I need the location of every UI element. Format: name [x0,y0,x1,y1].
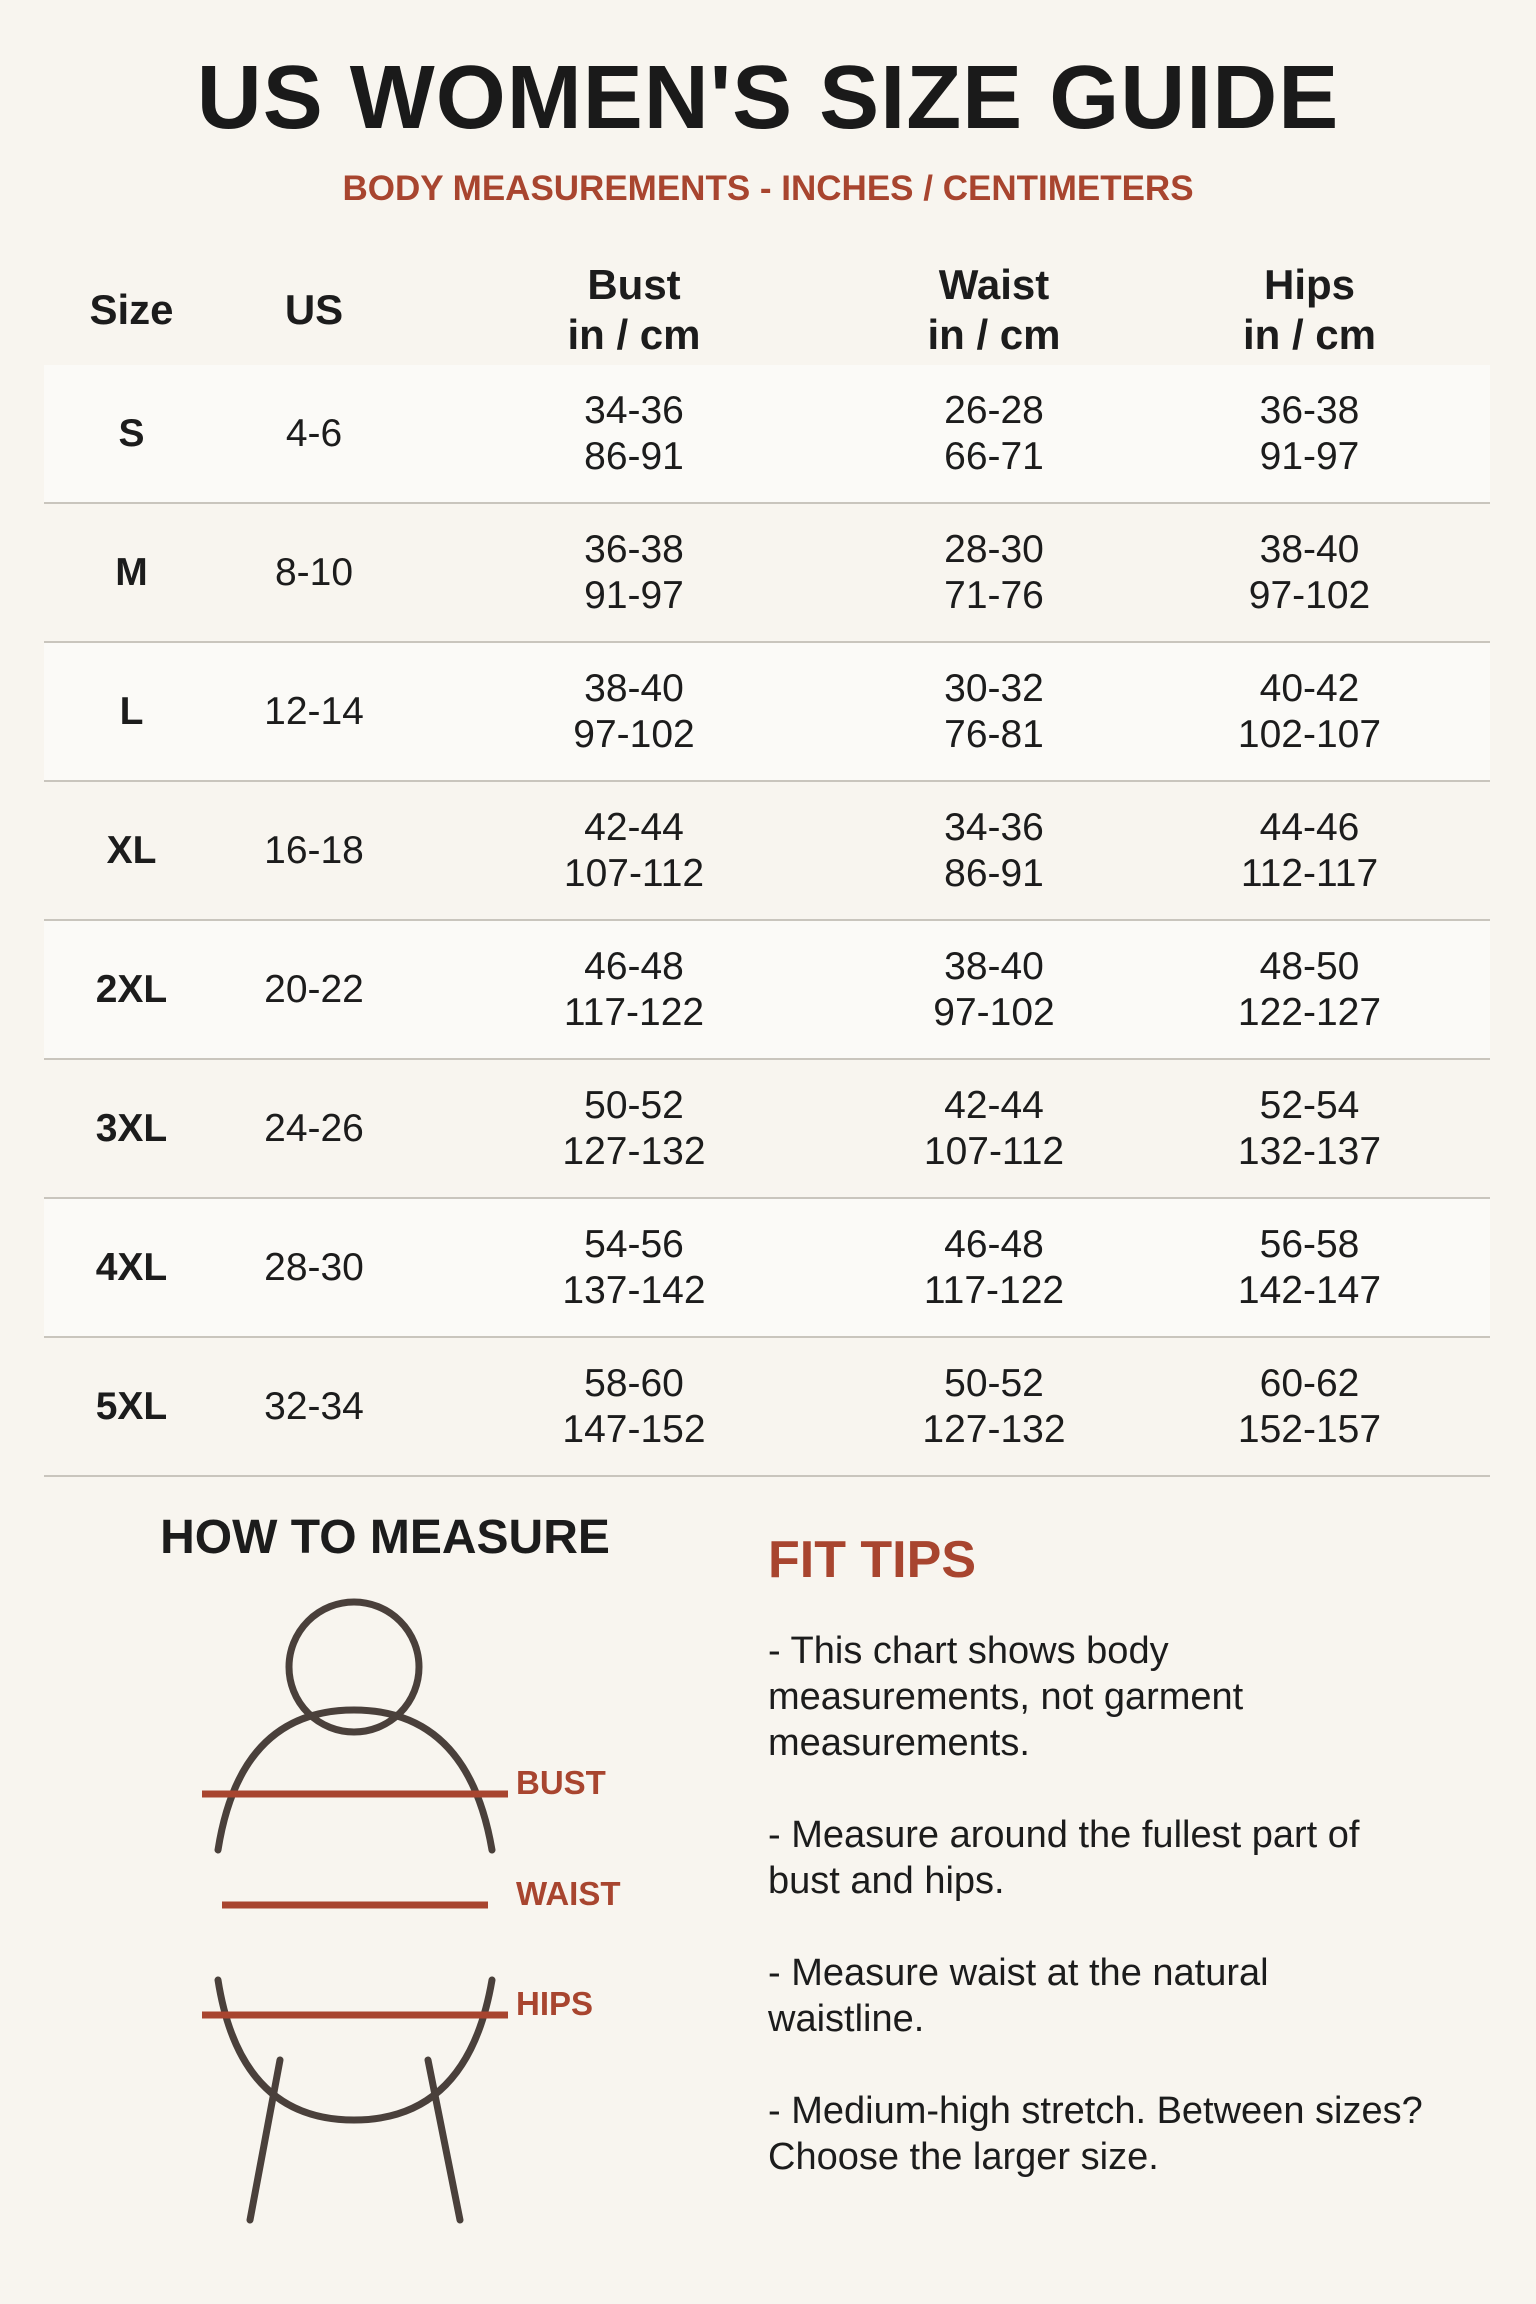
header-bust: Bust in / cm [567,261,701,358]
cell-us: 12-14 [264,689,364,733]
cell-bust: 34-36 86-91 [584,388,684,478]
cell-us: 28-30 [264,1245,364,1289]
table-row [44,921,1490,1060]
cell-hips: 52-54 132-137 [1237,1083,1382,1173]
fit-tip-item: - This chart shows body measurements, not garment measurements. [768,1630,1244,1764]
fit-tip-item: - Measure around the fullest part of bust and hips. [768,1814,1360,1902]
cell-size: 3XL [95,1106,168,1150]
cell-waist: 46-48 117-122 [923,1222,1065,1312]
figure-hips-curve [218,1980,492,2120]
cell-waist: 26-28 66-71 [944,388,1044,478]
cell-waist: 42-44 107-112 [923,1083,1065,1173]
cell-bust: 54-56 137-142 [562,1222,706,1312]
cell-us: 16-18 [264,828,364,872]
body-measure-figure [180,1590,660,2240]
cell-waist: 28-30 71-76 [944,527,1044,617]
cell-size: S [118,411,145,455]
waist-label: WAIST [516,1875,621,1912]
cell-hips: 36-38 91-97 [1259,388,1360,478]
cell-waist: 50-52 127-132 [922,1361,1066,1451]
table-row [44,1060,1490,1199]
cell-size: L [119,689,144,733]
cell-size: 4XL [95,1245,168,1289]
cell-hips: 60-62 152-157 [1237,1361,1382,1451]
cell-waist: 34-36 86-91 [944,805,1044,895]
cell-us: 8-10 [274,550,354,594]
how-to-measure-title: HOW TO MEASURE [160,1511,610,1564]
cell-hips: 38-40 97-102 [1248,527,1371,617]
header-size: Size [89,286,174,333]
cell-bust: 36-38 91-97 [584,527,684,617]
cell-hips: 44-46 112-117 [1240,805,1379,895]
cell-bust: 46-48 117-122 [563,944,705,1034]
cell-waist: 30-32 76-81 [944,666,1044,756]
header-waist: Waist in / cm [927,261,1061,358]
table-row [44,365,1490,504]
table-header [44,255,1490,365]
page-subtitle: BODY MEASUREMENTS - INCHES / CENTIMETERS [342,169,1194,208]
cell-size: 2XL [95,967,168,1011]
cell-hips: 40-42 102-107 [1237,666,1382,756]
cell-us: 4-6 [285,411,343,455]
fit-tip-item: - Medium-high stretch. Between sizes? Choose the larger size. [768,2090,1423,2178]
cell-size: M [115,550,148,594]
table-body [44,365,1490,1477]
cell-hips: 48-50 122-127 [1237,944,1382,1034]
fit-tip-item: - Measure waist at the natural waistline. [768,1952,1269,2040]
hips-label: HIPS [516,1985,594,2022]
cell-bust: 50-52 127-132 [562,1083,706,1173]
cell-waist: 38-40 97-102 [933,944,1055,1034]
fit-tips-title: FIT TIPS [768,1531,976,1589]
header-hips: Hips in / cm [1242,261,1377,358]
cell-us: 20-22 [264,967,364,1011]
cell-size: XL [106,828,157,872]
cell-hips: 56-58 142-147 [1237,1222,1382,1312]
table-row [44,1199,1490,1338]
table-row [44,504,1490,643]
cell-size: 5XL [95,1384,168,1428]
page-title: US WOMEN'S SIZE GUIDE [196,48,1340,148]
header-us: US [284,286,344,333]
cell-bust: 58-60 147-152 [562,1361,706,1451]
table-row [44,1338,1490,1477]
cell-us: 24-26 [264,1106,364,1150]
cell-us: 32-34 [264,1384,364,1428]
cell-bust: 42-44 107-112 [563,805,705,895]
fit-tips-list [768,1628,1428,2226]
table-row [44,643,1490,782]
cell-bust: 38-40 97-102 [573,666,695,756]
size-table [44,255,1490,1477]
bust-label: BUST [516,1764,606,1801]
table-row [44,782,1490,921]
